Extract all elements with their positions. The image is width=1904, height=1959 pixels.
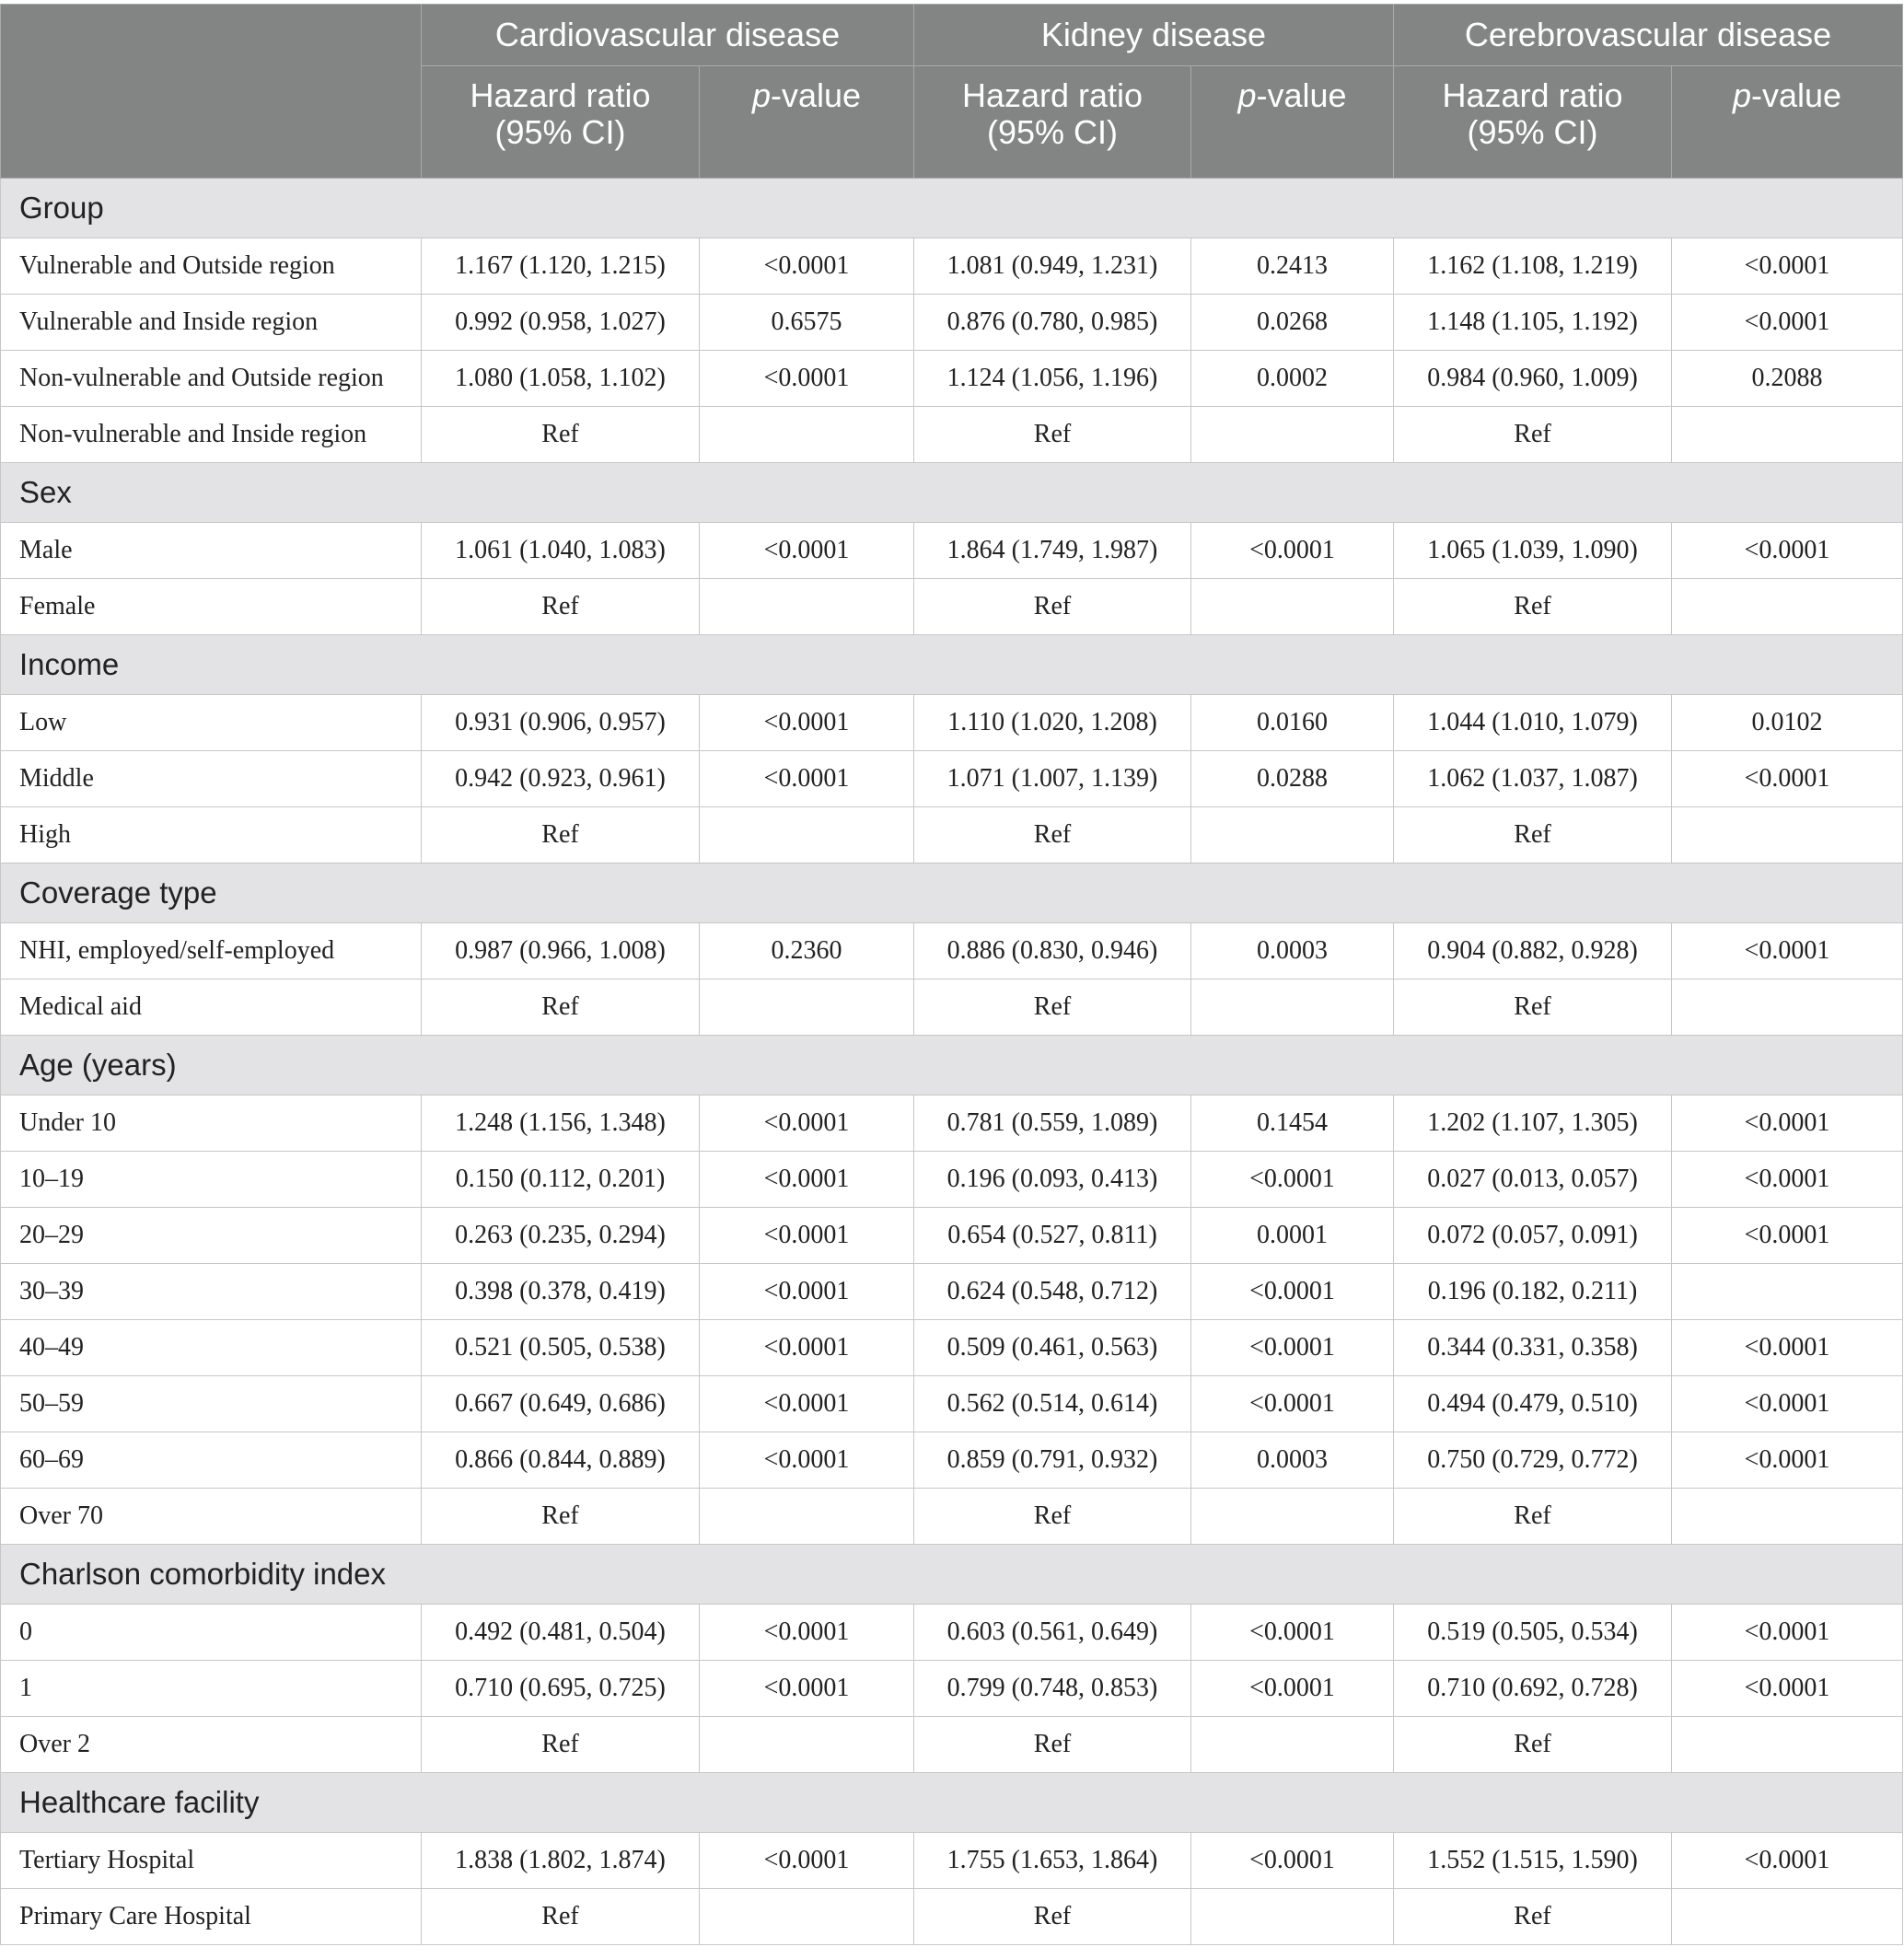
header-hazard-ratio xyxy=(1394,66,1672,179)
section-title: Age (years) xyxy=(1,1036,1903,1095)
row-label: Non-vulnerable and Outside region xyxy=(1,351,422,407)
header-kidney: Kidney disease xyxy=(914,5,1394,66)
p-value-cell xyxy=(700,980,914,1036)
hazard-ratio-cell: 0.521 (0.505, 0.538) xyxy=(422,1320,700,1376)
row-label: Primary Care Hospital xyxy=(1,1889,422,1945)
p-value-cell xyxy=(700,807,914,864)
header-hr-line2: (95% CI) xyxy=(986,113,1119,151)
p-value-cell xyxy=(700,1717,914,1773)
header-p-value xyxy=(700,66,914,179)
p-value-cell: <0.0001 xyxy=(1672,523,1903,579)
p-value-cell: <0.0001 xyxy=(1672,1432,1903,1489)
hazard-ratio-cell: 0.859 (0.791, 0.932) xyxy=(914,1432,1191,1489)
hazard-ratio-cell: 0.987 (0.966, 1.008) xyxy=(422,923,700,980)
header-p-italic: p xyxy=(751,76,771,114)
hazard-ratio-cell: 0.509 (0.461, 0.563) xyxy=(914,1320,1191,1376)
row-label: Non-vulnerable and Inside region xyxy=(1,407,422,463)
table-body xyxy=(1,179,1903,1945)
hazard-ratio-cell: 0.494 (0.479, 0.510) xyxy=(1394,1376,1672,1432)
table-row xyxy=(1,523,1903,579)
header-hazard-ratio xyxy=(914,66,1191,179)
section-header-row xyxy=(1,1773,1903,1833)
hazard-ratio-cell: Ref xyxy=(914,807,1191,864)
header-p-value xyxy=(1672,66,1903,179)
table-row xyxy=(1,1264,1903,1320)
p-value-cell: <0.0001 xyxy=(1672,295,1903,351)
table-row xyxy=(1,1717,1903,1773)
hazard-ratio-cell: 1.080 (1.058, 1.102) xyxy=(422,351,700,407)
hazard-ratio-cell: Ref xyxy=(422,1717,700,1773)
p-value-cell: <0.0001 xyxy=(1191,1661,1394,1717)
p-value-cell: <0.0001 xyxy=(1672,1095,1903,1152)
p-value-cell: 0.2360 xyxy=(700,923,914,980)
hazard-ratio-cell: 0.072 (0.057, 0.091) xyxy=(1394,1208,1672,1264)
hazard-ratio-cell: 0.876 (0.780, 0.985) xyxy=(914,295,1191,351)
p-value-cell xyxy=(1191,579,1394,635)
p-value-cell: <0.0001 xyxy=(700,751,914,807)
p-value-cell xyxy=(1672,579,1903,635)
p-value-cell xyxy=(700,579,914,635)
p-value-cell: <0.0001 xyxy=(1191,1605,1394,1661)
section-header-row xyxy=(1,179,1903,238)
p-value-cell: <0.0001 xyxy=(1191,1320,1394,1376)
section-title: Healthcare facility xyxy=(1,1773,1903,1833)
hazard-ratio-cell: 0.931 (0.906, 0.957) xyxy=(422,695,700,751)
hazard-ratio-cell: 1.248 (1.156, 1.348) xyxy=(422,1095,700,1152)
header-hr-line2: (95% CI) xyxy=(1467,113,1598,151)
section-title: Coverage type xyxy=(1,864,1903,923)
p-value-cell: 0.0160 xyxy=(1191,695,1394,751)
table-row xyxy=(1,1095,1903,1152)
table-row xyxy=(1,980,1903,1036)
table-row xyxy=(1,1376,1903,1432)
p-value-cell: <0.0001 xyxy=(700,1661,914,1717)
header-hr-line1: Hazard ratio xyxy=(470,76,651,114)
hazard-ratio-cell: Ref xyxy=(914,1889,1191,1945)
p-value-cell xyxy=(1672,407,1903,463)
section-title: Income xyxy=(1,635,1903,695)
hazard-ratio-cell: 0.196 (0.093, 0.413) xyxy=(914,1152,1191,1208)
table-row xyxy=(1,1208,1903,1264)
hazard-ratio-cell: Ref xyxy=(1394,407,1672,463)
table-header xyxy=(1,5,1903,179)
p-value-cell: <0.0001 xyxy=(1672,1152,1903,1208)
p-value-cell: <0.0001 xyxy=(700,1833,914,1889)
p-value-cell xyxy=(1672,1264,1903,1320)
hazard-ratio-cell: Ref xyxy=(914,407,1191,463)
row-label: 60–69 xyxy=(1,1432,422,1489)
hazard-ratio-cell: 1.167 (1.120, 1.215) xyxy=(422,238,700,295)
table-row xyxy=(1,1489,1903,1545)
hazard-ratio-cell: Ref xyxy=(422,1889,700,1945)
row-label: High xyxy=(1,807,422,864)
p-value-cell xyxy=(1191,1889,1394,1945)
row-label: 1 xyxy=(1,1661,422,1717)
hazard-ratio-cell: 0.150 (0.112, 0.201) xyxy=(422,1152,700,1208)
section-title: Charlson comorbidity index xyxy=(1,1545,1903,1605)
header-p-rest: -value xyxy=(770,76,862,114)
p-value-cell xyxy=(1191,1717,1394,1773)
p-value-cell: <0.0001 xyxy=(1191,1376,1394,1432)
section-header-row xyxy=(1,864,1903,923)
p-value-cell: 0.1454 xyxy=(1191,1095,1394,1152)
row-label: 40–49 xyxy=(1,1320,422,1376)
hazard-ratio-cell: 0.799 (0.748, 0.853) xyxy=(914,1661,1191,1717)
hazard-ratio-cell: 1.062 (1.037, 1.087) xyxy=(1394,751,1672,807)
p-value-cell xyxy=(1672,1889,1903,1945)
p-value-cell: <0.0001 xyxy=(1672,923,1903,980)
header-hr-line1: Hazard ratio xyxy=(1442,76,1623,114)
p-value-cell xyxy=(1672,980,1903,1036)
p-value-cell: 0.2088 xyxy=(1672,351,1903,407)
row-label: Male xyxy=(1,523,422,579)
p-value-cell: <0.0001 xyxy=(1672,1661,1903,1717)
section-title: Sex xyxy=(1,463,1903,523)
header-hr-line1: Hazard ratio xyxy=(961,76,1144,114)
row-label: 30–39 xyxy=(1,1264,422,1320)
hazard-ratio-cell: 0.196 (0.182, 0.211) xyxy=(1394,1264,1672,1320)
hazard-ratio-cell: 1.755 (1.653, 1.864) xyxy=(914,1833,1191,1889)
hazard-ratio-cell: Ref xyxy=(914,579,1191,635)
hazard-ratio-cell: Ref xyxy=(422,407,700,463)
hazard-ratio-cell: Ref xyxy=(422,980,700,1036)
hazard-ratio-cell: 1.071 (1.007, 1.139) xyxy=(914,751,1191,807)
p-value-cell: <0.0001 xyxy=(700,523,914,579)
p-value-cell xyxy=(700,1489,914,1545)
row-label: Vulnerable and Outside region xyxy=(1,238,422,295)
hazard-ratio-cell: 0.984 (0.960, 1.009) xyxy=(1394,351,1672,407)
hazard-ratio-cell: Ref xyxy=(914,980,1191,1036)
table-row xyxy=(1,1152,1903,1208)
hazard-ratio-cell: 0.667 (0.649, 0.686) xyxy=(422,1376,700,1432)
p-value-cell: <0.0001 xyxy=(1672,1208,1903,1264)
p-value-cell xyxy=(1191,407,1394,463)
p-value-cell: <0.0001 xyxy=(700,1605,914,1661)
hazard-ratio-cell: 1.202 (1.107, 1.305) xyxy=(1394,1095,1672,1152)
row-label: Medical aid xyxy=(1,980,422,1036)
row-label: Tertiary Hospital xyxy=(1,1833,422,1889)
p-value-cell: 0.0268 xyxy=(1191,295,1394,351)
table-row xyxy=(1,1320,1903,1376)
hazard-ratio-cell: 1.061 (1.040, 1.083) xyxy=(422,523,700,579)
p-value-cell: <0.0001 xyxy=(1672,238,1903,295)
table-row xyxy=(1,923,1903,980)
p-value-cell: 0.0102 xyxy=(1672,695,1903,751)
header-cardiovascular: Cardiovascular disease xyxy=(422,5,914,66)
hazard-ratio-cell: 0.624 (0.548, 0.712) xyxy=(914,1264,1191,1320)
p-value-cell xyxy=(1191,807,1394,864)
p-value-cell: <0.0001 xyxy=(700,1208,914,1264)
hazard-ratio-cell: 0.710 (0.695, 0.725) xyxy=(422,1661,700,1717)
hazard-ratio-cell: 1.148 (1.105, 1.192) xyxy=(1394,295,1672,351)
hazard-ratio-cell: Ref xyxy=(422,807,700,864)
hazard-ratio-cell: 0.886 (0.830, 0.946) xyxy=(914,923,1191,980)
p-value-cell xyxy=(700,407,914,463)
section-header-row xyxy=(1,1036,1903,1095)
row-label: Middle xyxy=(1,751,422,807)
p-value-cell: <0.0001 xyxy=(700,1095,914,1152)
table-row xyxy=(1,579,1903,635)
table-row xyxy=(1,238,1903,295)
p-value-cell: <0.0001 xyxy=(700,238,914,295)
p-value-cell: 0.6575 xyxy=(700,295,914,351)
p-value-cell: <0.0001 xyxy=(1672,1376,1903,1432)
hazard-ratio-cell: Ref xyxy=(1394,1489,1672,1545)
hazard-ratio-table xyxy=(0,4,1903,1945)
row-label: NHI, employed/self-employed xyxy=(1,923,422,980)
hazard-ratio-cell: 0.263 (0.235, 0.294) xyxy=(422,1208,700,1264)
p-value-cell: <0.0001 xyxy=(700,695,914,751)
section-header-row xyxy=(1,463,1903,523)
hazard-ratio-cell: 1.110 (1.020, 1.208) xyxy=(914,695,1191,751)
header-p-value xyxy=(1191,66,1394,179)
p-value-cell xyxy=(1672,1717,1903,1773)
section-header-row xyxy=(1,635,1903,695)
p-value-cell: 0.0001 xyxy=(1191,1208,1394,1264)
hazard-ratio-cell: 1.864 (1.749, 1.987) xyxy=(914,523,1191,579)
hazard-ratio-cell: 0.519 (0.505, 0.534) xyxy=(1394,1605,1672,1661)
hazard-ratio-cell: 0.781 (0.559, 1.089) xyxy=(914,1095,1191,1152)
hazard-ratio-cell: Ref xyxy=(1394,579,1672,635)
row-label: Under 10 xyxy=(1,1095,422,1152)
hazard-ratio-cell: 0.904 (0.882, 0.928) xyxy=(1394,923,1672,980)
hazard-ratio-cell: Ref xyxy=(914,1489,1191,1545)
hazard-ratio-cell: 0.562 (0.514, 0.614) xyxy=(914,1376,1191,1432)
hazard-ratio-cell: 0.654 (0.527, 0.811) xyxy=(914,1208,1191,1264)
table-row xyxy=(1,1432,1903,1489)
p-value-cell: <0.0001 xyxy=(700,351,914,407)
p-value-cell: 0.0288 xyxy=(1191,751,1394,807)
p-value-cell xyxy=(700,1889,914,1945)
table-row xyxy=(1,1833,1903,1889)
header-corner-cell xyxy=(1,5,422,179)
hazard-ratio-cell: 1.162 (1.108, 1.219) xyxy=(1394,238,1672,295)
p-value-cell: 0.0003 xyxy=(1191,1432,1394,1489)
row-label: Female xyxy=(1,579,422,635)
hazard-ratio-cell: 1.081 (0.949, 1.231) xyxy=(914,238,1191,295)
p-value-cell: <0.0001 xyxy=(700,1152,914,1208)
p-value-cell: <0.0001 xyxy=(700,1432,914,1489)
hazard-ratio-cell: 0.398 (0.378, 0.419) xyxy=(422,1264,700,1320)
table-row xyxy=(1,807,1903,864)
p-value-cell xyxy=(1191,1489,1394,1545)
p-value-cell: <0.0001 xyxy=(1672,1320,1903,1376)
section-header-row xyxy=(1,1545,1903,1605)
row-label: 10–19 xyxy=(1,1152,422,1208)
hazard-ratio-cell: Ref xyxy=(914,1717,1191,1773)
table-row xyxy=(1,407,1903,463)
p-value-cell: <0.0001 xyxy=(1672,1833,1903,1889)
header-p-rest: -value xyxy=(1256,76,1347,114)
table-row xyxy=(1,1889,1903,1945)
hazard-ratio-cell: 0.603 (0.561, 0.649) xyxy=(914,1605,1191,1661)
hazard-ratio-cell: 0.866 (0.844, 0.889) xyxy=(422,1432,700,1489)
table-row xyxy=(1,351,1903,407)
hazard-ratio-cell: 0.492 (0.481, 0.504) xyxy=(422,1605,700,1661)
header-hazard-ratio xyxy=(422,66,700,179)
row-label: 20–29 xyxy=(1,1208,422,1264)
row-label: Vulnerable and Inside region xyxy=(1,295,422,351)
hazard-ratio-cell: Ref xyxy=(1394,1889,1672,1945)
p-value-cell: 0.2413 xyxy=(1191,238,1394,295)
hazard-ratio-cell: Ref xyxy=(1394,980,1672,1036)
table-row xyxy=(1,1605,1903,1661)
table-row xyxy=(1,751,1903,807)
hazard-ratio-cell: 1.065 (1.039, 1.090) xyxy=(1394,523,1672,579)
p-value-cell xyxy=(1672,807,1903,864)
p-value-cell: <0.0001 xyxy=(1672,1605,1903,1661)
p-value-cell: <0.0001 xyxy=(700,1264,914,1320)
header-p-italic: p xyxy=(1732,76,1751,114)
hazard-ratio-cell: Ref xyxy=(1394,1717,1672,1773)
table-row xyxy=(1,295,1903,351)
header-cerebrovascular: Cerebrovascular disease xyxy=(1394,5,1903,66)
section-title: Group xyxy=(1,179,1903,238)
header-p-italic: p xyxy=(1237,76,1257,114)
p-value-cell: 0.0003 xyxy=(1191,923,1394,980)
row-label: 0 xyxy=(1,1605,422,1661)
p-value-cell: <0.0001 xyxy=(1191,1152,1394,1208)
p-value-cell: 0.0002 xyxy=(1191,351,1394,407)
hazard-ratio-cell: 0.942 (0.923, 0.961) xyxy=(422,751,700,807)
hazard-ratio-cell: Ref xyxy=(422,579,700,635)
p-value-cell xyxy=(1672,1489,1903,1545)
hazard-ratio-cell: 1.552 (1.515, 1.590) xyxy=(1394,1833,1672,1889)
table-row xyxy=(1,695,1903,751)
hazard-ratio-cell: 0.027 (0.013, 0.057) xyxy=(1394,1152,1672,1208)
hazard-ratio-cell: 0.710 (0.692, 0.728) xyxy=(1394,1661,1672,1717)
row-label: Over 70 xyxy=(1,1489,422,1545)
hazard-ratio-cell: 1.124 (1.056, 1.196) xyxy=(914,351,1191,407)
p-value-cell: <0.0001 xyxy=(1672,751,1903,807)
table-row xyxy=(1,1661,1903,1717)
hazard-ratio-cell: 1.838 (1.802, 1.874) xyxy=(422,1833,700,1889)
row-label: Over 2 xyxy=(1,1717,422,1773)
hazard-ratio-cell: 0.750 (0.729, 0.772) xyxy=(1394,1432,1672,1489)
p-value-cell: <0.0001 xyxy=(1191,1264,1394,1320)
header-p-rest: -value xyxy=(1751,76,1842,114)
hazard-ratio-cell: Ref xyxy=(422,1489,700,1545)
p-value-cell: <0.0001 xyxy=(1191,1833,1394,1889)
p-value-cell: <0.0001 xyxy=(700,1320,914,1376)
hazard-ratio-cell: 0.992 (0.958, 1.027) xyxy=(422,295,700,351)
p-value-cell: <0.0001 xyxy=(1191,523,1394,579)
row-label: Low xyxy=(1,695,422,751)
header-hr-line2: (95% CI) xyxy=(494,113,626,151)
p-value-cell: <0.0001 xyxy=(700,1376,914,1432)
row-label: 50–59 xyxy=(1,1376,422,1432)
hazard-ratio-cell: 0.344 (0.331, 0.358) xyxy=(1394,1320,1672,1376)
p-value-cell xyxy=(1191,980,1394,1036)
hazard-ratio-cell: 1.044 (1.010, 1.079) xyxy=(1394,695,1672,751)
hazard-ratio-cell: Ref xyxy=(1394,807,1672,864)
